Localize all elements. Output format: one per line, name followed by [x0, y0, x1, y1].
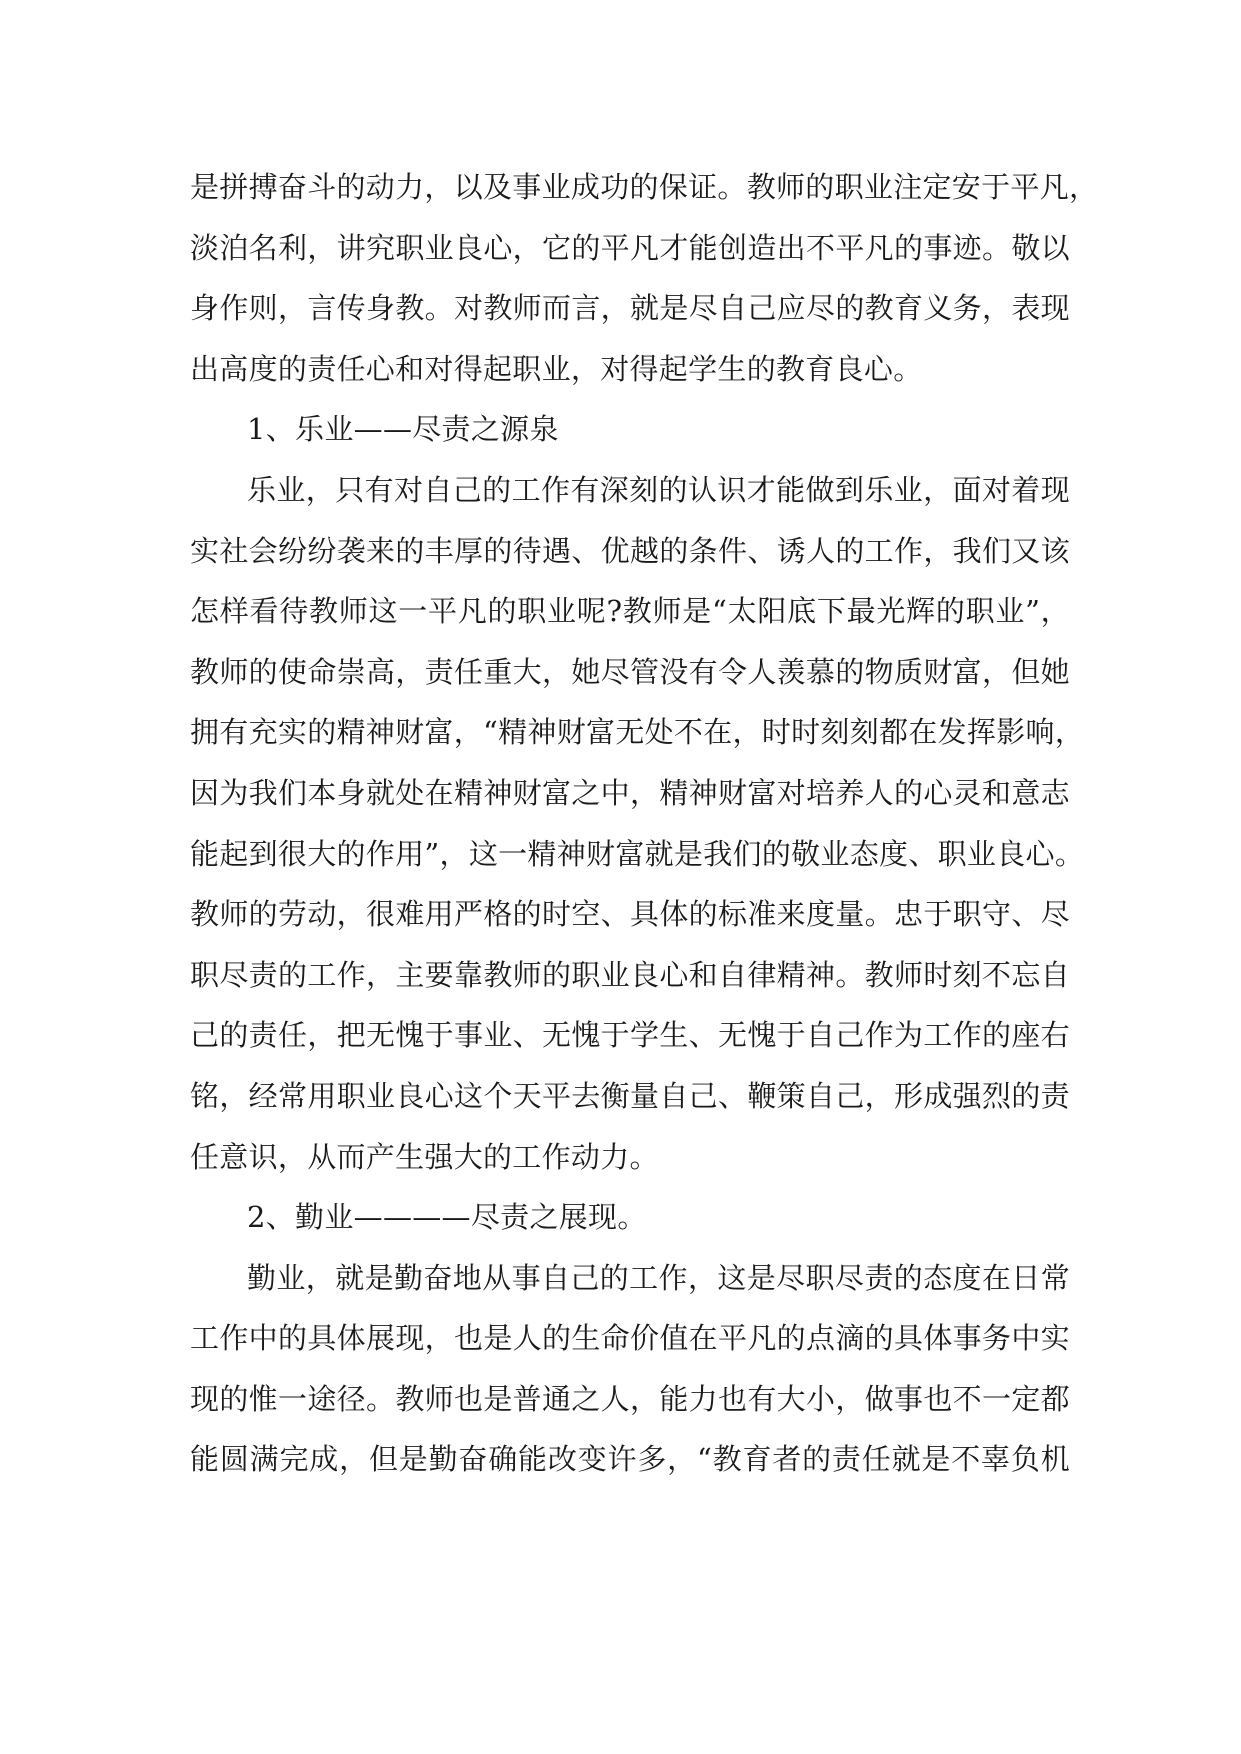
- body-text: [190, 157, 1099, 1490]
- text-line: 因为我们本身就处在精神财富之中，精神财富对培养人的心灵和意志: [190, 775, 1070, 810]
- text-line: 任意识，从而产生强大的工作动力。: [190, 1139, 659, 1174]
- text-line: 乐业，只有对自己的工作有深刻的认识才能做到乐业，面对着现: [247, 472, 1070, 507]
- text-line: 工作中的具体展现，也是人的生命价值在平凡的点滴的具体事务中实: [190, 1321, 1070, 1356]
- text-line: 是拼搏奋斗的动力，以及事业成功的保证。教师的职业注定安于平凡，: [190, 170, 1099, 204]
- text-line: 淡泊名利，讲究职业良心，它的平凡才能创造出不平凡的事迹。敬以: [190, 230, 1070, 265]
- section-heading-2: 2、勤业————尽责之展现。: [247, 1200, 647, 1235]
- text-line: 教师的使命崇高，责任重大，她尽管没有令人羡慕的物质财富，但她: [190, 654, 1070, 689]
- text-line: 现的惟一途径。教师也是普通之人，能力也有大小，做事也不一定都: [190, 1381, 1070, 1416]
- text-line: 实社会纷纷袭来的丰厚的待遇、优越的条件、诱人的工作，我们又该: [190, 533, 1070, 568]
- text-line: 教师的劳动，很难用严格的时空、具体的标准来度量。忠于职守、尽: [190, 897, 1070, 932]
- text-line: 身作则，言传身教。对教师而言，就是尽自己应尽的教育义务，表现: [190, 291, 1070, 326]
- text-line: 勤业，就是勤奋地从事自己的工作，这是尽职尽责的态度在日常: [247, 1260, 1070, 1295]
- text-line: 能起到很大的作用”，这一精神财富就是我们的敬业态度、职业良心。: [190, 836, 1085, 871]
- text-line: 铭，经常用职业良心这个天平去衡量自己、鞭策自己，形成强烈的责: [190, 1078, 1070, 1113]
- text-line: 出高度的责任心和对得起职业，对得起学生的教育良心。: [190, 351, 923, 386]
- text-line: 能圆满完成，但是勤奋确能改变许多，“教育者的责任就是不辜负机: [190, 1442, 1070, 1477]
- text-line: 怎样看待教师这一平凡的职业呢?教师是“太阳底下最光辉的职业”，: [190, 594, 1070, 629]
- text-line: 拥有充实的精神财富，“精神财富无处不在，时时刻刻都在发挥影响，: [190, 715, 1085, 750]
- section-heading-1: 1、乐业——尽责之源泉: [247, 412, 559, 447]
- text-line: 己的责任，把无愧于事业、无愧于学生、无愧于自己作为工作的座右: [190, 1018, 1070, 1053]
- text-line: 职尽责的工作，主要靠教师的职业良心和自律精神。教师时刻不忘自: [190, 957, 1070, 992]
